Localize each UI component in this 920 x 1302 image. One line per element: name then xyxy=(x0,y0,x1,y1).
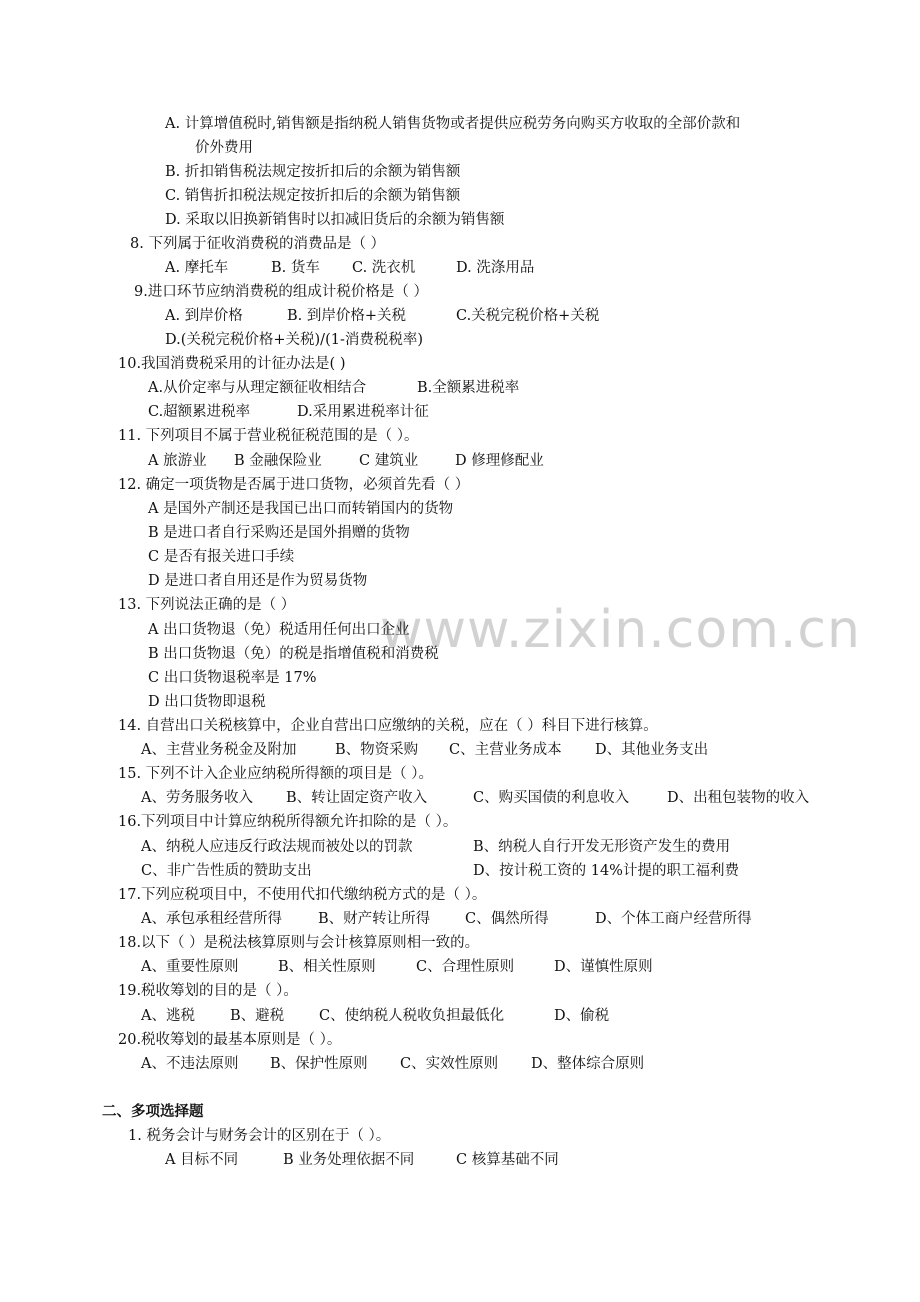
q15-option-c: C、购买国债的利息收入 xyxy=(473,790,630,806)
q15-stem: 15. 下列不计入企业应纳税所得额的项目是（ ）。 xyxy=(118,766,434,782)
m1-option-b: B 业务处理依据不同 xyxy=(283,1152,415,1168)
q20-option-b: B、保护性原则 xyxy=(270,1056,368,1072)
q8-option-c: C. 洗衣机 xyxy=(352,260,416,276)
q7-option-a: A. 计算增值税时,销售额是指纳税人销售货物或者提供应税劳务向购买方收取的全部价款和 xyxy=(165,116,741,132)
q11-option-b: B 金融保险业 xyxy=(234,453,322,469)
q9-stem: 9.进口环节应纳消费税的组成计税价格是（ ） xyxy=(134,284,428,300)
q18-option-c: C、合理性原则 xyxy=(416,959,515,975)
q16-option-b: B、纳税人自行开发无形资产发生的费用 xyxy=(473,839,731,855)
q8-option-d: D. 洗涤用品 xyxy=(456,260,535,276)
q12-stem: 12. 确定一项货物是否属于进口货物，必须首先看（ ） xyxy=(118,477,470,493)
m1-option-c: C 核算基础不同 xyxy=(456,1152,559,1168)
q12-option-d: D 是进口者自用还是作为贸易货物 xyxy=(148,573,368,589)
q10-option-c: C.超额累进税率 xyxy=(148,404,251,420)
q11-option-a: A 旅游业 xyxy=(148,453,207,469)
q14-option-c: C、主营业务成本 xyxy=(449,742,562,758)
q19-stem: 19.税收筹划的目的是（ ）。 xyxy=(118,983,298,999)
q13-option-a: A 出口货物退（免）税适用任何出口企业 xyxy=(148,622,410,638)
q18-stem: 18.以下（ ）是税法核算原则与会计核算原则相一致的。 xyxy=(118,935,480,951)
q19-option-a: A、逃税 xyxy=(141,1008,195,1024)
q17-option-a: A、承包承租经营所得 xyxy=(141,911,282,927)
q17-option-b: B、财产转让所得 xyxy=(318,911,431,927)
q20-option-c: C、实效性原则 xyxy=(400,1056,499,1072)
q18-option-b: B、相关性原则 xyxy=(278,959,376,975)
q10-option-b: B.全额累进税率 xyxy=(417,380,520,396)
q18-option-d: D、谨慎性原则 xyxy=(554,959,653,975)
q7-option-a-cont: 价外费用 xyxy=(195,140,253,156)
q13-stem: 13. 下列说法正确的是（ ） xyxy=(118,597,296,613)
q16-option-d: D、按计税工资的 14%计提的职工福利费 xyxy=(473,863,739,879)
q17-option-c: C、偶然所得 xyxy=(465,911,549,927)
q19-option-d: D、偷税 xyxy=(554,1008,610,1024)
q11-option-d: D 修理修配业 xyxy=(455,453,544,469)
q8-stem: 8. 下列属于征收消费税的消费品是（ ） xyxy=(130,236,386,252)
q15-option-d: D、出租包装物的收入 xyxy=(667,790,810,806)
m1-option-a: A 目标不同 xyxy=(165,1152,239,1168)
q14-option-b: B、物资采购 xyxy=(335,742,419,758)
q16-option-c: C、非广告性质的赞助支出 xyxy=(141,863,312,879)
q7-option-b: B. 折扣销售税法规定按折扣后的余额为销售额 xyxy=(165,164,461,180)
q14-option-d: D、其他业务支出 xyxy=(595,742,709,758)
q14-option-a: A、主营业务税金及附加 xyxy=(141,742,297,758)
q8-option-a: A. 摩托车 xyxy=(165,260,229,276)
q7-option-d: D. 采取以旧换新销售时以扣减旧货后的余额为销售额 xyxy=(165,212,505,228)
q15-option-a: A、劳务服务收入 xyxy=(141,790,253,806)
q12-option-a: A 是国外产制还是我国已出口而转销国内的货物 xyxy=(148,501,454,517)
q11-option-c: C 建筑业 xyxy=(359,453,419,469)
q20-option-a: A、不违法原则 xyxy=(141,1056,239,1072)
q18-option-a: A、重要性原则 xyxy=(141,959,239,975)
q13-option-d: D 出口货物即退税 xyxy=(148,694,266,710)
section-title-multiple-choice: 二、多项选择题 xyxy=(102,1103,204,1120)
q16-stem: 16.下列项目中计算应纳税所得额允许扣除的是（ ）。 xyxy=(118,814,458,830)
q13-option-c: C 出口货物退税率是 17% xyxy=(148,670,317,686)
q9-option-a: A. 到岸价格 xyxy=(165,308,243,324)
q16-option-a: A、纳税人应违反行政法规而被处以的罚款 xyxy=(141,839,413,855)
q10-option-d: D.采用累进税率计征 xyxy=(297,404,429,420)
q12-option-c: C 是否有报关进口手续 xyxy=(148,549,295,565)
q7-option-c: C. 销售折扣税法规定按折扣后的余额为销售额 xyxy=(165,188,461,204)
q13-option-b: B 出口货物退（免）的税是指增值税和消费税 xyxy=(148,646,439,662)
q17-option-d: D、个体工商户经营所得 xyxy=(595,911,752,927)
q9-option-b: B. 到岸价格+关税 xyxy=(287,308,407,324)
q19-option-c: C、使纳税人税收负担最低化 xyxy=(319,1008,505,1024)
q20-stem: 20.税收筹划的最基本原则是（ ）。 xyxy=(118,1032,342,1048)
q10-stem: 10.我国消费税采用的计征办法是( ) xyxy=(118,356,346,372)
q8-option-b: B. 货车 xyxy=(271,260,320,276)
q9-option-d: D.(关税完税价格+关税)/(1-消费税税率) xyxy=(165,332,424,348)
q20-option-d: D、整体综合原则 xyxy=(531,1056,645,1072)
q17-stem: 17.下列应税项目中，不使用代扣代缴纳税方式的是（ ）。 xyxy=(118,887,487,903)
watermark: www.zixin.com.cn xyxy=(380,600,861,660)
q11-stem: 11. 下列项目不属于营业税征税范围的是（ ）。 xyxy=(118,428,419,444)
q14-stem: 14. 自营出口关税核算中，企业自营出口应缴纳的关税，应在（ ）科目下进行核算。 xyxy=(118,718,658,734)
q15-option-b: B、转让固定资产收入 xyxy=(286,790,428,806)
q10-option-a: A.从价定率与从理定额征收相结合 xyxy=(148,380,367,396)
q19-option-b: B、避税 xyxy=(230,1008,285,1024)
q9-option-c: C.关税完税价格+关税 xyxy=(456,308,600,324)
m1-stem: 1. 税务会计与财务会计的区别在于（ ）。 xyxy=(128,1128,391,1144)
q12-option-b: B 是进口者自行采购还是国外捐赠的货物 xyxy=(148,525,410,541)
